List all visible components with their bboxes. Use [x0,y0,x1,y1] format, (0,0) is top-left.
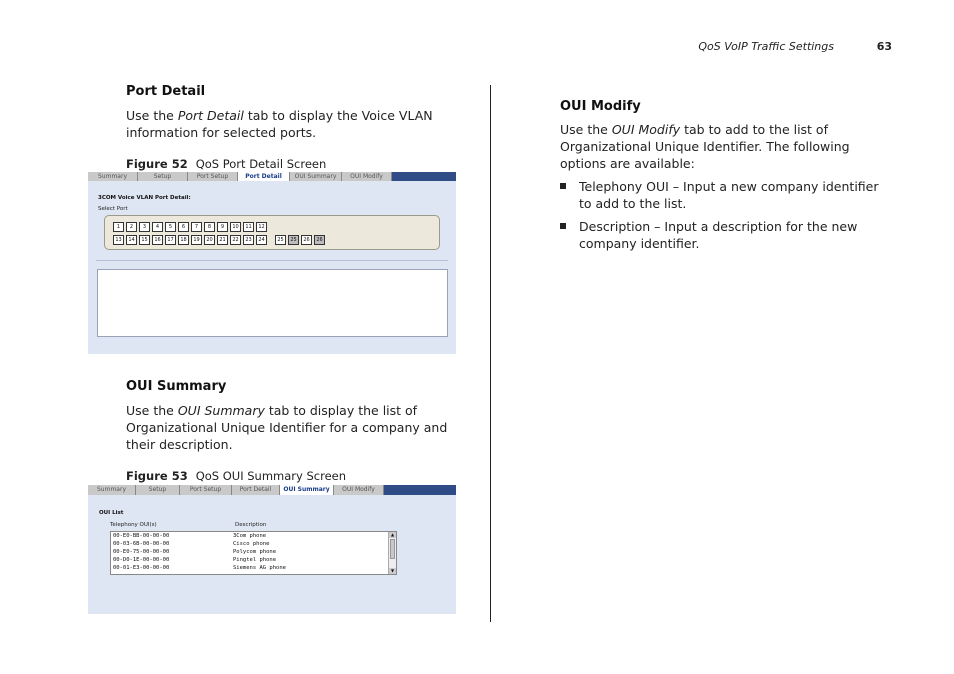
figure-53-caption: Figure 53 QoS OUI Summary Screen [126,469,347,483]
scroll-down-icon[interactable]: ▼ [390,568,395,573]
port-button[interactable]: 24 [256,235,267,245]
tab-summary[interactable]: Summary [88,172,138,181]
separator [96,260,448,261]
tab-bar [88,172,456,181]
bullet-square-icon [560,223,566,229]
port-button[interactable]: 19 [191,235,202,245]
tab-port-detail[interactable]: Port Detail [232,485,280,495]
port-row-1 [113,222,269,232]
port-detail-output-box [97,269,448,337]
port-button[interactable]: 26 [314,235,325,245]
tab-setup[interactable]: Setup [138,172,188,181]
tab-setup[interactable]: Setup [136,485,180,495]
port-button[interactable]: 11 [243,222,254,232]
bullet-telephony-oui: Telephony OUI – Input a new company identifier to add to the list. [560,178,890,212]
section-heading-oui-summary: OUI Summary [126,379,227,394]
bullet-description: Description – Input a description for the new company identifier. [560,218,890,252]
tab-oui-modify[interactable]: OUI Modify [342,172,392,181]
oui-list-title: OUI List [99,510,124,516]
scroll-up-icon[interactable]: ▲ [390,532,395,537]
column-divider [490,85,491,622]
tab-port-setup[interactable]: Port Setup [188,172,238,181]
oui-summary-body: Use the OUI Summary tab to display the list of Organizational Unique Identifier for a company and their description. [126,403,448,452]
port-button[interactable]: 20 [204,235,215,245]
port-button[interactable]: 13 [113,235,124,245]
port-row-2 [113,235,327,245]
port-button[interactable]: 1 [113,222,124,232]
list-item[interactable]: 00-E0-75-00-00-00 Polycom phone [113,549,277,555]
oui-listbox[interactable] [110,531,397,575]
port-detail-screenshot [88,172,456,354]
port-button[interactable]: 8 [204,222,215,232]
listbox-scrollbar[interactable] [388,532,396,574]
bullet-square-icon [560,183,566,189]
oui-summary-screenshot [88,485,456,614]
port-detail-title: 3COM Voice VLAN Port Detail: [98,195,191,201]
page-number: 63 [876,40,892,53]
port-button[interactable]: 4 [152,222,163,232]
list-item[interactable]: 00-E0-BB-00-00-00 3Com phone [113,533,267,539]
tab-summary[interactable]: Summary [88,485,136,495]
tab-bar [88,485,456,495]
port-button[interactable]: 2 [126,222,137,232]
list-item[interactable]: 00-01-E3-00-00-00 Siemens AG phone [113,565,286,571]
port-button[interactable]: 15 [139,235,150,245]
section-heading-port-detail: Port Detail [126,84,206,99]
tab-port-setup[interactable]: Port Setup [180,485,232,495]
oui-modify-body: Use the OUI Modify tab to add to the list of Organizational Unique Identifier. The following options are available: [560,122,850,171]
port-detail-body: Use the Port Detail tab to display the Voice VLAN information for selected ports. [126,108,433,140]
port-button[interactable]: 12 [256,222,267,232]
section-heading-oui-modify: OUI Modify [560,99,641,114]
running-header-title: QoS VoIP Traffic Settings [698,40,834,53]
port-button[interactable]: 16 [152,235,163,245]
port-button[interactable]: 7 [191,222,202,232]
tab-oui-summary[interactable]: OUI Summary [280,485,334,495]
port-button[interactable]: 6 [178,222,189,232]
port-button[interactable]: 9 [217,222,228,232]
port-button[interactable]: 5 [165,222,176,232]
port-button[interactable]: 25 [275,235,286,245]
port-button[interactable]: 14 [126,235,137,245]
tab-oui-summary[interactable]: OUI Summary [290,172,342,181]
port-button[interactable]: 18 [178,235,189,245]
scroll-thumb[interactable] [390,539,395,559]
select-port-label: Select Port [98,206,128,212]
port-button[interactable]: 25 [288,235,299,245]
figure-52-caption: Figure 52 QoS Port Detail Screen [126,157,327,171]
port-button[interactable]: 17 [165,235,176,245]
port-button[interactable]: 26 [301,235,312,245]
column-header-description: Description [235,522,267,528]
tab-port-detail[interactable]: Port Detail [238,172,290,181]
tab-oui-modify[interactable]: OUI Modify [334,485,384,495]
list-item[interactable]: 00-D0-1E-00-00-00 Pingtel phone [113,557,277,563]
column-header-oui: Telephony OUI(s) [110,522,157,528]
port-button[interactable]: 23 [243,235,254,245]
port-button[interactable]: 3 [139,222,150,232]
list-item[interactable]: 00-03-6B-00-00-00 Cisco phone [113,541,270,547]
port-selector-panel [104,215,440,250]
port-button[interactable]: 21 [217,235,228,245]
port-button[interactable]: 22 [230,235,241,245]
port-button[interactable]: 10 [230,222,241,232]
